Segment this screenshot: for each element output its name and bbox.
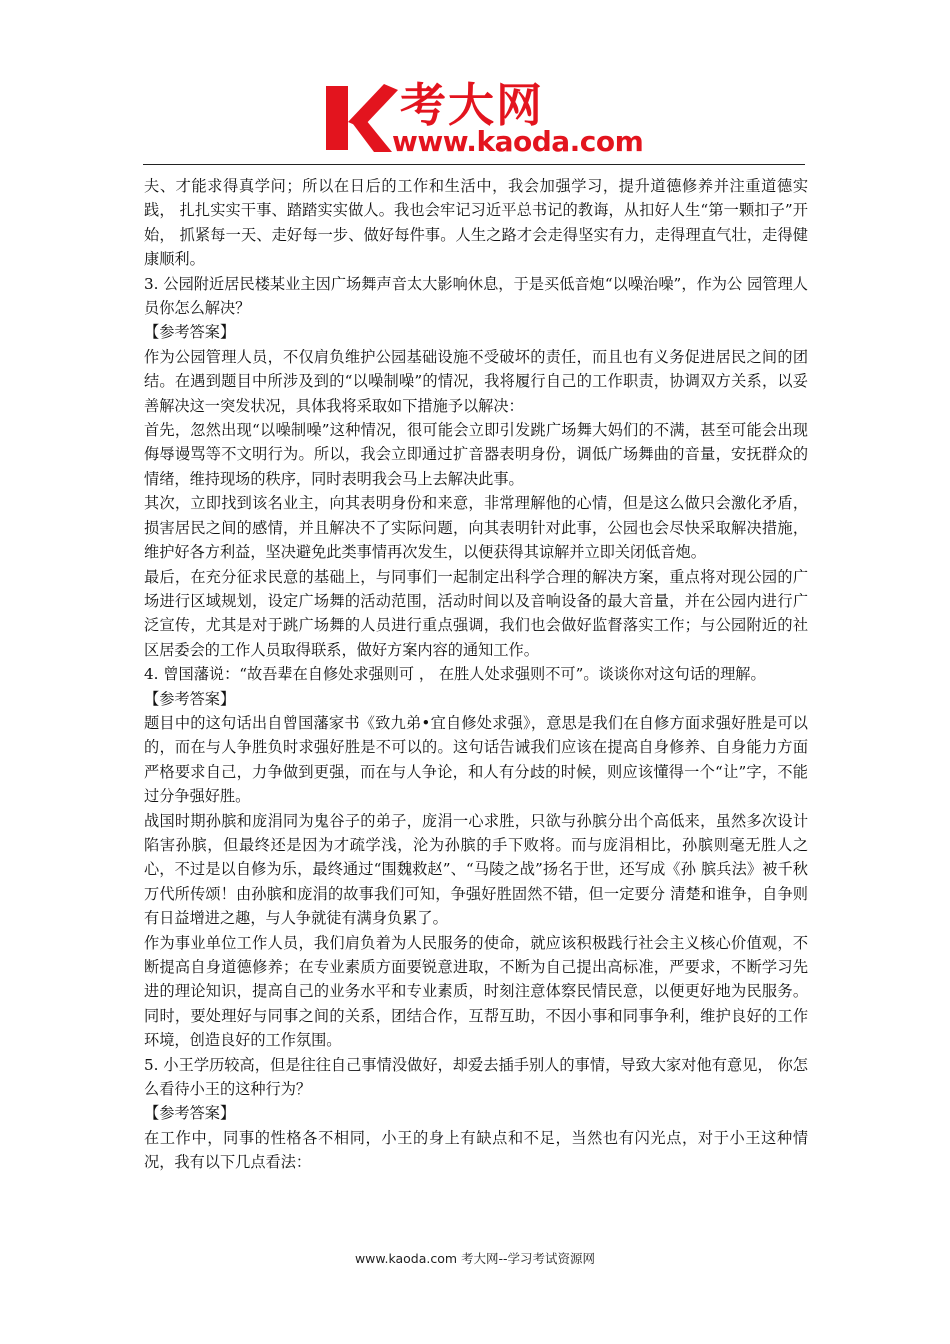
paragraph: 题目中的这句话出自曾国藩家书《致九弟•宜自修处求强》，意思是我们在自修方面求强好胜是可以的，而在与人争胜负时求强好胜是不可以的。这句话告诫我们应该在提高自身修养、自身能力方面严格要求自己，力争做到更强，而在与人争论，和人有分歧的时候，则应该懂得一个“让”字，不能过分争强好胜。 <box>144 713 808 806</box>
page-footer: www.kaoda.com 考大网--学习考试资源网 <box>354 1251 596 1266</box>
paragraph: 在工作中，同事的性格各不相同，小王的身上有缺点和不足，当然也有闪光点，对于小王这种情况，我有以下几点看法： <box>144 1128 808 1172</box>
paragraph: 其次，立即找到该名业主，向其表明身份和来意，非常理解他的心情，但是这么做只会激化矛盾，损害居民之间的感情，并且解决不了实际问题，向其表明针对此事，公园也会尽快采取解决措施，维护好各方利益，坚决避免此类事情再次发生，以便获得其谅解并立即关闭低音炮。 <box>144 494 808 562</box>
question-3: 3. 公园附近居民楼某业主因广场舞声音太大影响休息，于是买低音炮“以噪治噪”，作为公 园管理人员你怎么解决？ <box>144 274 808 318</box>
paragraph: 作为事业单位工作人员，我们肩负着为人民服务的使命，就应该积极践行社会主义核心价值观，不断提高自身道德修养；在专业素质方面要锐意进取，不断为自己提出高标准，严要求，不断学习先进的理论知识，提高自己的业务水平和专业素质，时刻注意体察民情民意，以便更好地为民服务。同时，要处理好与同事之间的关系，团结合作，互帮互助，不因小事和同事争利，维护良好的工作环境，创造良好的工作氛围。 <box>144 933 808 1050</box>
answer-label: 【参考答案】 <box>144 689 236 708</box>
paragraph: 战国时期孙膑和庞涓同为鬼谷子的弟子，庞涓一心求胜，只欲与孙膑分出个高低来，虽然多次设计陷害孙膑，但最终还是因为才疏学浅，沦为孙膑的手下败将。而与庞涓相比，孙膑则毫无胜人之心，不过是以自修为乐，最终通过“围魏救赵”、“马陵之战”扬名于世，还写成《孙 膑兵法》被千秋万代所传颂！由孙膑和庞涓的故事我们可知，争强好胜固然不错，但一定要分 清楚和谁争，自争则有日益增进之趣，与人争就徒有满身负累了。 <box>144 811 808 928</box>
logo-brand-text: 考大网 <box>400 78 544 132</box>
question-4: 4. 曾国藩说：“故吾辈在自修处求强则可 ， 在胜人处求强则不可”。谈谈你对这句话的理解。 <box>144 665 766 684</box>
answer-label: 【参考答案】 <box>144 1104 236 1123</box>
paragraph: 作为公园管理人员，不仅肩负维护公园基础设施不受破坏的责任，而且也有义务促进居民之间的团结。在遇到题目中所涉及到的“以噪制噪”的情况，我将履行自己的工作职责，协调双方关系，以妥善解决这一突发状况，具体我将采取如下措施予以解决： <box>144 347 808 415</box>
paragraph: 夫、才能求得真学问；所以在日后的工作和生活中，我会加强学习，提升道德修养并注重道德实践， 扎扎实实干事、踏踏实实做人。我也会牢记习近平总书记的教诲，从扣好人生“第一颗扣子”开始， 抓紧每一天、走好每一步、做好每件事。人生之路才会走得坚实有力，走得理直气壮，走得健 康顺利。 <box>144 177 808 269</box>
site-logo <box>322 80 642 160</box>
question-5: 5. 小王学历较高，但是往往自己事情没做好，却爱去插手别人的事情，导致大家对他有意见， 你怎么看待小王的这种行为？ <box>144 1055 808 1099</box>
answer-label: 【参考答案】 <box>144 323 236 342</box>
document-body <box>144 174 808 1175</box>
logo-url-text: www.kaoda.com <box>392 125 644 158</box>
paragraph: 首先，忽然出现“以噪制噪”这种情况，很可能会立即引发跳广场舞大妈们的不满，甚至可能会出现侮辱谩骂等不文明行为。所以，我会立即通过扩音器表明身份，调低广场舞曲的音量，安抚群众的情绪，维持现场的秩序，同时表明我会马上去解决此事。 <box>144 421 808 488</box>
k-logo-icon <box>322 80 400 156</box>
paragraph: 最后，在充分征求民意的基础上，与同事们一起制定出科学合理的解决方案，重点将对现公园的广场进行区域规划，设定广场舞的活动范围，活动时间以及音响设备的最大音量，并在公园内进行广泛宣传，尤其是对于跳广场舞的人员进行重点强调，我们也会做好监督落实工作；与公园附近的社区居委会的工作人员取得联系，做好方案内容的通知工作。 <box>144 567 808 659</box>
header-divider <box>143 164 805 165</box>
